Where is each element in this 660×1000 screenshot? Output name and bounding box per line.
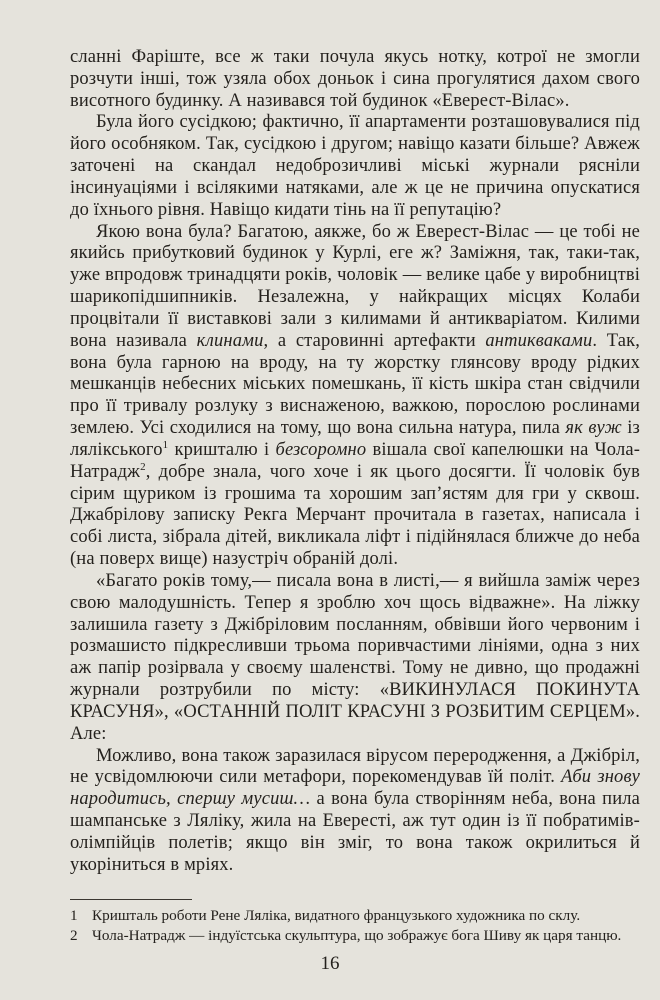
- footnote: [70, 906, 640, 926]
- text-run: . Так, вона була гарною на вроду, на ту жорстку глянсову вроду рідких мешканців небесних міських помешкань, її кість шкіра стан свідчили про її тривалу розлуку з виснаженою, важкою, порослою рослинами землею. Усі сходилися на тому, що вона сильна натура, пила: [70, 330, 640, 439]
- page-number: 16: [320, 953, 340, 974]
- text-run: Була його сусідкою; фактично, її апартаменти розташовувалися під його особняком. Так, сусідкою і другом; навіщо казати більше? Авжеж заточені на скандал недоброзичливі міські журнали рясніли інсинуаціями і всілякими натяками, але ж це не причина опускатися до їхнього рівня. Навіщо кидати тінь на її репутацію?: [70, 112, 640, 220]
- text-run: «Багато років тому,— писала вона в листі,— я вийшла заміж через свою малодушність. Тепер я зроблю хоч щось відважне». На ліжку залишила газету з Джібріловим посланням, обвівши його червоним і розмашисто підкресливши трьома поривчастими лініями, одна з них аж папір розірвала у своєму шаленстві. Тому не дивно, що продажні журнали розтрубили по місту: «ВИКИНУЛАСЯ ПОКИНУТА КРАСУНЯ», «ОСТАННІЙ ПОЛІТ КРАСУНІ З РОЗБИТИМ СЕРЦЕМ». Але:: [70, 570, 640, 744]
- footnote-text: Кришталь роботи Рене Ляліка, видатного французького художника по склу.: [92, 907, 581, 924]
- text-run: сланні Фаріште, все ж таки почула якусь нотку, котрої не змогли розчути інші, тож узяла обох доньок і сина прогулятися дахом свого висотного будинку. А називався той будинок «Еверест-Вілас».: [70, 47, 640, 111]
- footnote-text: Чола-Натрадж — індуїстська скульптура, що зображує бога Шиву як царя танцю.: [92, 927, 622, 944]
- paragraph: [70, 571, 640, 746]
- italic-text: як вуж: [565, 418, 622, 439]
- footnote-number: 2: [70, 927, 78, 944]
- footnote-ref: 2: [140, 460, 146, 473]
- footnote: [70, 926, 640, 946]
- italic-text: клинами: [196, 330, 264, 351]
- text-run: Можливо, вона також заразилася вірусом переродження, а Джібріл, не усвідомлюючи сили метафори, порекомендував їй політ.: [70, 745, 640, 788]
- paragraph: [70, 47, 640, 112]
- text-run: вішала свої капелюшки на Чола-Натрадж: [70, 439, 641, 482]
- italic-text: Аби знову народитись, спершу мусиш…: [70, 767, 640, 810]
- text-run: а вона була створінням неба, вона пила шампанське з Ляліку, жила на Евересті, аж тут один із її побратимів-олімпійців полетів; якщо він зміг, то вона також окрилиться й укорiниться в мріях.: [70, 789, 640, 875]
- text-run: Якою вона була? Багатою, аякже, бо ж Еверест-Вілас — це тобі не якийсь прибутковий будинок у Курлі, еге ж? Заміжня, так, таки-так, уже впродовж тринадцяти років, чоловік — велике цабе у виробництві шарикопідшипників. Незалежна, у найкращих місцях Колаби процвітали її виставкові зали з килимами й антикваріатом. Килими вона називала: [70, 221, 640, 351]
- text-run: із лялікського: [70, 418, 640, 460]
- footnote-divider: [70, 899, 192, 900]
- body-text: [70, 47, 640, 876]
- text-run: кришталю і: [168, 439, 276, 460]
- text-run: , добре знала, чого хоче і як цього досягти. Її чоловік був сірим щуриком із грошима та хорошим зап’ястям для гри у сквош. Джабрілову записку Рекга Мерчант прочитала в газетах, написала і собі листа, зібрала дітей, викликала ліфт і підійнялася ближче до неба (на поверх вище) назустріч обраній долі.: [70, 461, 640, 570]
- footnote-number: 1: [70, 907, 78, 924]
- italic-text: безсоромно: [275, 439, 367, 460]
- text-run: , а старовинні артефакти: [263, 330, 486, 351]
- footnote-ref: 1: [162, 438, 169, 451]
- paragraph: [70, 222, 640, 571]
- italic-text: антикваками: [485, 330, 593, 351]
- footnotes: [70, 906, 640, 946]
- paragraph: [70, 746, 640, 877]
- paragraph: [70, 112, 640, 221]
